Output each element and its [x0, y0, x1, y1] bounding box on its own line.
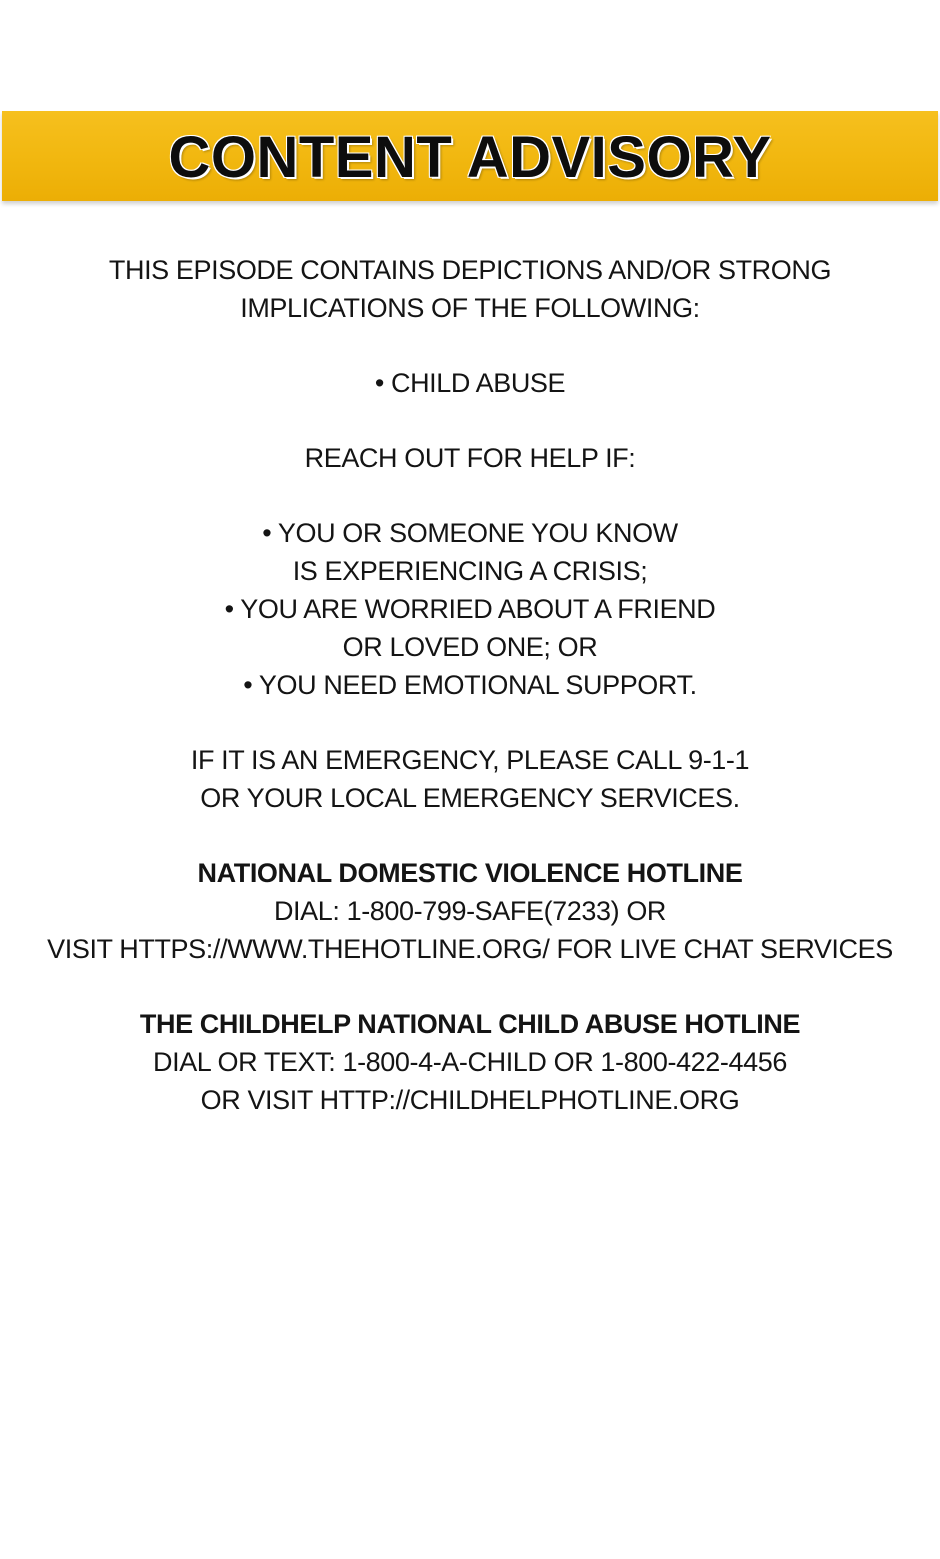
- help-line: IS EXPERIENCING A CRISIS;: [292, 556, 648, 586]
- hotline-1-dial: DIAL: 1-800-799-SAFE(7233) OR: [273, 896, 667, 926]
- emergency-line-2: OR YOUR LOCAL EMERGENCY SERVICES.: [200, 783, 740, 813]
- hotline-1-visit: VISIT HTTPS://WWW.THEHOTLINE.ORG/ FOR LIVE CHAT SERVICES: [47, 934, 893, 964]
- emergency-line-1: IF IT IS AN EMERGENCY, PLEASE CALL 9-1-1: [190, 745, 750, 775]
- hotline-2-dial: DIAL OR TEXT: 1-800-4-A-CHILD OR 1-800-422-4456: [153, 1047, 787, 1077]
- intro-line-1: THIS EPISODE CONTAINS DEPICTIONS AND/OR STRONG: [108, 255, 832, 285]
- help-line: • YOU NEED EMOTIONAL SUPPORT.: [243, 670, 697, 700]
- topic-child-abuse: • CHILD ABUSE: [374, 368, 566, 398]
- help-line: • YOU ARE WORRIED ABOUT A FRIEND: [224, 594, 716, 624]
- intro-line-2: IMPLICATIONS OF THE FOLLOWING:: [240, 293, 700, 323]
- advisory-banner: [2, 111, 938, 201]
- hotline-2-name: THE CHILDHELP NATIONAL CHILD ABUSE HOTLINE: [139, 1009, 801, 1039]
- advisory-content: [0, 251, 940, 1119]
- help-line: • YOU OR SOMEONE YOU KNOW: [262, 518, 678, 548]
- banner-title: CONTENT ADVISORY: [168, 124, 772, 190]
- help-heading: REACH OUT FOR HELP IF:: [304, 443, 636, 473]
- hotline-2-visit: OR VISIT HTTP://CHILDHELPHOTLINE.ORG: [200, 1085, 740, 1115]
- hotline-1-name: NATIONAL DOMESTIC VIOLENCE HOTLINE: [197, 858, 743, 888]
- help-line: OR LOVED ONE; OR: [342, 632, 598, 662]
